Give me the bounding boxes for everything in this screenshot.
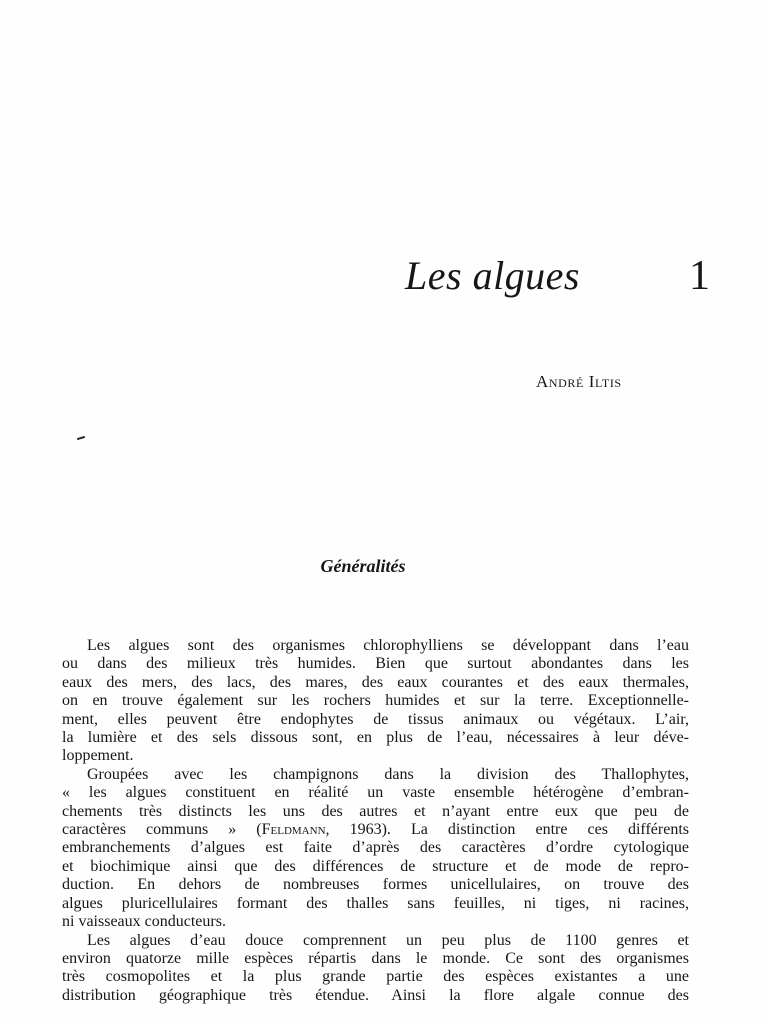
text-line: et biochimique ainsi que des différences de structure et de mode de repro-: [62, 857, 689, 875]
text-line: on en trouve également sur les rochers humides et sur la terre. Exceptionnelle-: [62, 692, 689, 710]
text-line: distribution géographique très étendue. Ainsi la flore algale connue des: [62, 986, 689, 1004]
ink-speck: [77, 436, 85, 440]
text-line: duction. En dehors de nombreuses formes unicellulaires, on trouve des: [62, 876, 689, 894]
text-line: Groupées avec les champignons dans la division des Thallophytes,: [87, 765, 689, 783]
chapter-number: 1: [689, 253, 710, 299]
chapter-title: Les algues: [405, 253, 580, 298]
citation-author: Feldmann: [261, 821, 326, 839]
text-line: algues pluricellulaires formant des thalles sans feuilles, ni tiges, ni racines,: [62, 894, 689, 912]
text-line: loppement.: [62, 747, 134, 765]
text-line: [62, 821, 689, 839]
text-line: chements très distincts les uns des autres et n’ayant entre eux que peu de: [62, 802, 689, 820]
chapter-author: André Iltis: [536, 372, 622, 391]
section-heading: Généralités: [320, 556, 406, 576]
text-line: Les algues d’eau douce comprennent un peu plus de 1100 genres et: [87, 931, 689, 949]
text-fragment: caractères communs » (: [62, 821, 262, 839]
text-line: embranchements d’algues est faite d’après des caractères d’ordre cytologique: [62, 839, 689, 857]
text-line: eaux des mers, des lacs, des mares, des eaux courantes et des eaux thermales,: [62, 673, 689, 691]
text-line: ment, elles peuvent être endophytes de tissus animaux ou végétaux. L’air,: [62, 710, 689, 728]
text-line: environ quatorze mille espèces répartis dans le monde. Ce sont des organismes: [62, 949, 689, 967]
text-line: « les algues constituent en réalité un vaste ensemble hétérogène d’embran-: [62, 784, 689, 802]
body-text: [62, 637, 689, 1005]
text-line: très cosmopolites et la plus grande partie des espèces existantes a une: [62, 968, 689, 986]
text-line: la lumière et des sels dissous sont, en plus de l’eau, nécessaires à leur déve-: [62, 729, 689, 747]
text-line: Les algues sont des organismes chlorophylliens se développant dans l’eau: [87, 637, 689, 654]
text-fragment: , 1963). La distinction entre ces différents: [325, 821, 689, 839]
text-line: ni vaisseaux conducteurs.: [62, 913, 226, 931]
text-line: ou dans des milieux très humides. Bien que surtout abondantes dans les: [62, 655, 689, 673]
